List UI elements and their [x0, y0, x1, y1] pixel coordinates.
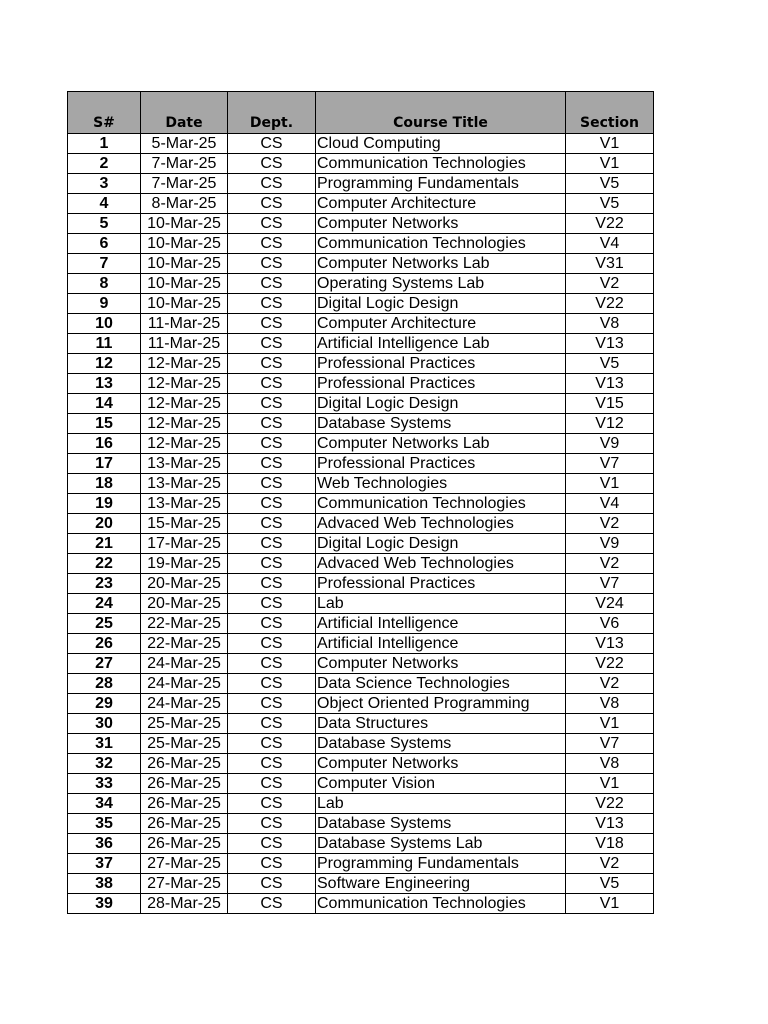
cell-dept: CS: [228, 774, 316, 794]
table-row: [68, 134, 654, 154]
cell-section: V5: [566, 354, 654, 374]
table-row: [68, 314, 654, 334]
table-row: [68, 174, 654, 194]
cell-section: V1: [566, 894, 654, 914]
table-row: [68, 514, 654, 534]
cell-serial: 12: [68, 354, 141, 374]
cell-course-title: Advaced Web Technologies: [316, 554, 566, 574]
cell-date: 26-Mar-25: [141, 774, 228, 794]
cell-serial: 16: [68, 434, 141, 454]
cell-serial: 1: [68, 134, 141, 154]
cell-date: 26-Mar-25: [141, 754, 228, 774]
cell-dept: CS: [228, 714, 316, 734]
course-schedule-table: [67, 91, 654, 914]
cell-course-title: Database Systems: [316, 414, 566, 434]
cell-section: V13: [566, 814, 654, 834]
table-row: [68, 594, 654, 614]
cell-course-title: Digital Logic Design: [316, 294, 566, 314]
table-body: [68, 134, 654, 914]
cell-dept: CS: [228, 754, 316, 774]
table-row: [68, 814, 654, 834]
cell-course-title: Communication Technologies: [316, 154, 566, 174]
cell-section: V1: [566, 474, 654, 494]
cell-date: 13-Mar-25: [141, 474, 228, 494]
cell-course-title: Artificial Intelligence: [316, 614, 566, 634]
cell-date: 24-Mar-25: [141, 654, 228, 674]
cell-course-title: Professional Practices: [316, 354, 566, 374]
table-row: [68, 494, 654, 514]
cell-course-title: Computer Vision: [316, 774, 566, 794]
cell-date: 25-Mar-25: [141, 714, 228, 734]
table-row: [68, 254, 654, 274]
table-row: [68, 394, 654, 414]
cell-section: V31: [566, 254, 654, 274]
cell-dept: CS: [228, 654, 316, 674]
table-row: [68, 834, 654, 854]
cell-dept: CS: [228, 894, 316, 914]
cell-serial: 22: [68, 554, 141, 574]
cell-course-title: Digital Logic Design: [316, 394, 566, 414]
cell-dept: CS: [228, 574, 316, 594]
cell-course-title: Object Oriented Programming: [316, 694, 566, 714]
cell-section: V6: [566, 614, 654, 634]
cell-serial: 30: [68, 714, 141, 734]
cell-dept: CS: [228, 334, 316, 354]
cell-date: 7-Mar-25: [141, 154, 228, 174]
cell-section: V4: [566, 234, 654, 254]
cell-dept: CS: [228, 674, 316, 694]
cell-dept: CS: [228, 534, 316, 554]
cell-date: 28-Mar-25: [141, 894, 228, 914]
cell-course-title: Operating Systems Lab: [316, 274, 566, 294]
cell-course-title: Computer Networks Lab: [316, 254, 566, 274]
cell-dept: CS: [228, 794, 316, 814]
cell-course-title: Cloud Computing: [316, 134, 566, 154]
table-row: [68, 734, 654, 754]
cell-section: V1: [566, 774, 654, 794]
cell-dept: CS: [228, 814, 316, 834]
table-row: [68, 674, 654, 694]
cell-course-title: Professional Practices: [316, 574, 566, 594]
cell-serial: 8: [68, 274, 141, 294]
table-row: [68, 194, 654, 214]
cell-serial: 7: [68, 254, 141, 274]
header-dept: Dept.: [228, 92, 316, 134]
table-row: [68, 574, 654, 594]
table-row: [68, 214, 654, 234]
cell-course-title: Artificial Intelligence Lab: [316, 334, 566, 354]
cell-serial: 39: [68, 894, 141, 914]
table-row: [68, 234, 654, 254]
cell-date: 24-Mar-25: [141, 674, 228, 694]
cell-date: 10-Mar-25: [141, 274, 228, 294]
cell-date: 10-Mar-25: [141, 234, 228, 254]
cell-dept: CS: [228, 174, 316, 194]
cell-serial: 18: [68, 474, 141, 494]
cell-section: V7: [566, 734, 654, 754]
cell-serial: 17: [68, 454, 141, 474]
header-serial: S#: [68, 92, 141, 134]
cell-dept: CS: [228, 214, 316, 234]
table-row: [68, 474, 654, 494]
header-row: [68, 92, 654, 134]
cell-dept: CS: [228, 854, 316, 874]
cell-date: 27-Mar-25: [141, 874, 228, 894]
cell-date: 10-Mar-25: [141, 294, 228, 314]
cell-section: V22: [566, 214, 654, 234]
cell-course-title: Database Systems: [316, 814, 566, 834]
cell-dept: CS: [228, 294, 316, 314]
cell-section: V9: [566, 534, 654, 554]
cell-date: 25-Mar-25: [141, 734, 228, 754]
table-row: [68, 634, 654, 654]
cell-date: 12-Mar-25: [141, 434, 228, 454]
cell-dept: CS: [228, 254, 316, 274]
cell-serial: 9: [68, 294, 141, 314]
cell-dept: CS: [228, 374, 316, 394]
cell-date: 27-Mar-25: [141, 854, 228, 874]
cell-section: V13: [566, 374, 654, 394]
cell-dept: CS: [228, 454, 316, 474]
cell-course-title: Professional Practices: [316, 454, 566, 474]
cell-date: 13-Mar-25: [141, 494, 228, 514]
cell-date: 12-Mar-25: [141, 354, 228, 374]
cell-section: V2: [566, 854, 654, 874]
table-row: [68, 854, 654, 874]
cell-date: 11-Mar-25: [141, 314, 228, 334]
cell-dept: CS: [228, 234, 316, 254]
cell-serial: 6: [68, 234, 141, 254]
cell-section: V15: [566, 394, 654, 414]
cell-serial: 10: [68, 314, 141, 334]
cell-serial: 24: [68, 594, 141, 614]
cell-serial: 35: [68, 814, 141, 834]
table-row: [68, 154, 654, 174]
cell-section: V8: [566, 754, 654, 774]
cell-dept: CS: [228, 734, 316, 754]
cell-serial: 36: [68, 834, 141, 854]
cell-course-title: Artificial Intelligence: [316, 634, 566, 654]
table-row: [68, 414, 654, 434]
cell-serial: 21: [68, 534, 141, 554]
cell-date: 26-Mar-25: [141, 814, 228, 834]
cell-dept: CS: [228, 314, 316, 334]
table-row: [68, 334, 654, 354]
cell-course-title: Advaced Web Technologies: [316, 514, 566, 534]
cell-section: V7: [566, 574, 654, 594]
table-row: [68, 774, 654, 794]
cell-dept: CS: [228, 554, 316, 574]
cell-section: V2: [566, 514, 654, 534]
table-row: [68, 694, 654, 714]
cell-serial: 26: [68, 634, 141, 654]
table-row: [68, 434, 654, 454]
cell-course-title: Database Systems: [316, 734, 566, 754]
cell-serial: 34: [68, 794, 141, 814]
cell-serial: 37: [68, 854, 141, 874]
table-row: [68, 614, 654, 634]
cell-serial: 29: [68, 694, 141, 714]
cell-section: V5: [566, 194, 654, 214]
cell-date: 5-Mar-25: [141, 134, 228, 154]
cell-section: V1: [566, 714, 654, 734]
cell-dept: CS: [228, 694, 316, 714]
cell-section: V24: [566, 594, 654, 614]
cell-date: 8-Mar-25: [141, 194, 228, 214]
cell-serial: 5: [68, 214, 141, 234]
cell-section: V8: [566, 314, 654, 334]
cell-date: 15-Mar-25: [141, 514, 228, 534]
table-row: [68, 714, 654, 734]
cell-dept: CS: [228, 194, 316, 214]
cell-course-title: Software Engineering: [316, 874, 566, 894]
cell-serial: 3: [68, 174, 141, 194]
cell-course-title: Computer Architecture: [316, 194, 566, 214]
cell-serial: 4: [68, 194, 141, 214]
cell-section: V1: [566, 134, 654, 154]
cell-date: 19-Mar-25: [141, 554, 228, 574]
cell-serial: 23: [68, 574, 141, 594]
cell-serial: 11: [68, 334, 141, 354]
cell-course-title: Lab: [316, 594, 566, 614]
cell-course-title: Communication Technologies: [316, 494, 566, 514]
header-date: Date: [141, 92, 228, 134]
table-row: [68, 894, 654, 914]
cell-serial: 38: [68, 874, 141, 894]
cell-dept: CS: [228, 434, 316, 454]
table-row: [68, 874, 654, 894]
cell-dept: CS: [228, 394, 316, 414]
cell-serial: 14: [68, 394, 141, 414]
cell-dept: CS: [228, 474, 316, 494]
cell-dept: CS: [228, 494, 316, 514]
cell-date: 12-Mar-25: [141, 394, 228, 414]
cell-serial: 13: [68, 374, 141, 394]
cell-section: V2: [566, 274, 654, 294]
cell-course-title: Data Structures: [316, 714, 566, 734]
cell-date: 20-Mar-25: [141, 574, 228, 594]
cell-section: V18: [566, 834, 654, 854]
cell-course-title: Computer Networks: [316, 754, 566, 774]
table-row: [68, 454, 654, 474]
cell-dept: CS: [228, 414, 316, 434]
cell-dept: CS: [228, 134, 316, 154]
cell-serial: 2: [68, 154, 141, 174]
table-row: [68, 354, 654, 374]
header-course-title: Course Title: [316, 92, 566, 134]
cell-section: V4: [566, 494, 654, 514]
cell-serial: 27: [68, 654, 141, 674]
table-row: [68, 754, 654, 774]
cell-dept: CS: [228, 874, 316, 894]
cell-serial: 19: [68, 494, 141, 514]
cell-date: 17-Mar-25: [141, 534, 228, 554]
cell-dept: CS: [228, 154, 316, 174]
cell-serial: 32: [68, 754, 141, 774]
table-row: [68, 794, 654, 814]
cell-dept: CS: [228, 594, 316, 614]
cell-date: 26-Mar-25: [141, 794, 228, 814]
cell-date: 12-Mar-25: [141, 374, 228, 394]
cell-course-title: Professional Practices: [316, 374, 566, 394]
cell-date: 26-Mar-25: [141, 834, 228, 854]
cell-course-title: Digital Logic Design: [316, 534, 566, 554]
cell-dept: CS: [228, 514, 316, 534]
cell-serial: 28: [68, 674, 141, 694]
table-row: [68, 294, 654, 314]
cell-course-title: Computer Architecture: [316, 314, 566, 334]
cell-course-title: Computer Networks: [316, 654, 566, 674]
cell-date: 7-Mar-25: [141, 174, 228, 194]
cell-dept: CS: [228, 634, 316, 654]
cell-section: V22: [566, 794, 654, 814]
cell-date: 12-Mar-25: [141, 414, 228, 434]
cell-serial: 15: [68, 414, 141, 434]
cell-course-title: Database Systems Lab: [316, 834, 566, 854]
cell-dept: CS: [228, 614, 316, 634]
table-row: [68, 274, 654, 294]
cell-course-title: Communication Technologies: [316, 894, 566, 914]
cell-date: 10-Mar-25: [141, 254, 228, 274]
cell-date: 22-Mar-25: [141, 614, 228, 634]
cell-section: V22: [566, 654, 654, 674]
cell-date: 11-Mar-25: [141, 334, 228, 354]
cell-section: V2: [566, 554, 654, 574]
cell-date: 13-Mar-25: [141, 454, 228, 474]
cell-serial: 20: [68, 514, 141, 534]
cell-date: 20-Mar-25: [141, 594, 228, 614]
table-row: [68, 654, 654, 674]
cell-dept: CS: [228, 354, 316, 374]
cell-course-title: Communication Technologies: [316, 234, 566, 254]
table-row: [68, 374, 654, 394]
table-row: [68, 534, 654, 554]
cell-course-title: Computer Networks: [316, 214, 566, 234]
cell-course-title: Web Technologies: [316, 474, 566, 494]
cell-course-title: Programming Fundamentals: [316, 174, 566, 194]
cell-section: V7: [566, 454, 654, 474]
cell-section: V1: [566, 154, 654, 174]
cell-section: V13: [566, 334, 654, 354]
header-section: Section: [566, 92, 654, 134]
cell-section: V8: [566, 694, 654, 714]
cell-date: 22-Mar-25: [141, 634, 228, 654]
cell-date: 24-Mar-25: [141, 694, 228, 714]
cell-course-title: Lab: [316, 794, 566, 814]
cell-course-title: Programming Fundamentals: [316, 854, 566, 874]
cell-date: 10-Mar-25: [141, 214, 228, 234]
cell-section: V9: [566, 434, 654, 454]
cell-serial: 25: [68, 614, 141, 634]
cell-course-title: Computer Networks Lab: [316, 434, 566, 454]
cell-course-title: Data Science Technologies: [316, 674, 566, 694]
cell-section: V12: [566, 414, 654, 434]
cell-section: V2: [566, 674, 654, 694]
cell-section: V5: [566, 174, 654, 194]
cell-serial: 31: [68, 734, 141, 754]
cell-dept: CS: [228, 834, 316, 854]
cell-section: V13: [566, 634, 654, 654]
table-row: [68, 554, 654, 574]
cell-section: V5: [566, 874, 654, 894]
cell-dept: CS: [228, 274, 316, 294]
cell-section: V22: [566, 294, 654, 314]
cell-serial: 33: [68, 774, 141, 794]
